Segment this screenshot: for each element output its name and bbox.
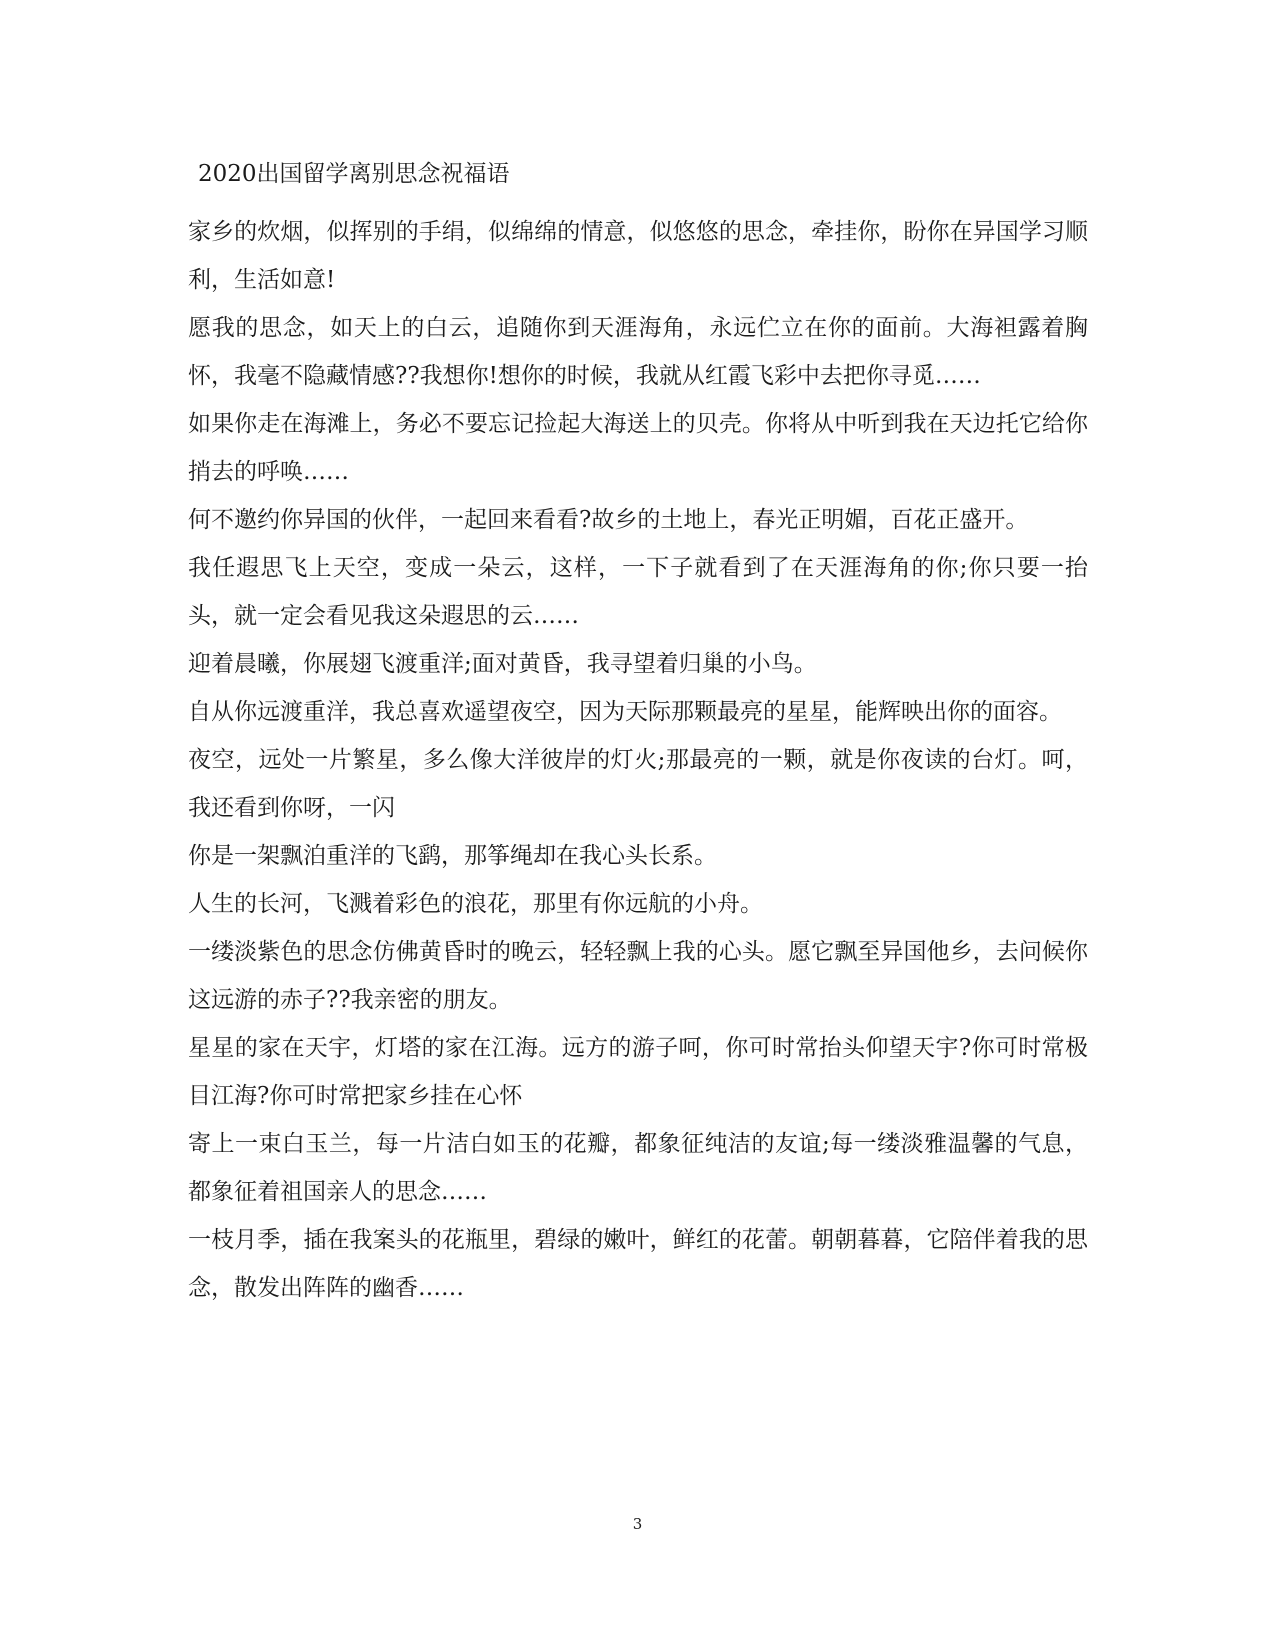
paragraph: 何不邀约你异国的伙伴，一起回来看看?故乡的土地上，春光正明媚，百花正盛开。 (188, 507, 1029, 533)
paragraph: 一缕淡紫色的思念仿佛黄昏时的晚云，轻轻飘上我的心头。愿它飘至异国他乡，去问候你这远游的赤子??我亲密的朋友。 (188, 939, 1088, 1013)
paragraph: 迎着晨曦，你展翅飞渡重洋;面对黄昏，我寻望着归巢的小鸟。 (188, 651, 817, 677)
document-title: 2020出国留学离别思念祝福语 (198, 161, 510, 187)
page-number: 3 (632, 1515, 643, 1533)
paragraph: 我任遐思飞上天空，变成一朵云，这样，一下子就看到了在天涯海角的你;你只要一抬头，就一定会看见我这朵遐思的云…… (188, 555, 1088, 629)
paragraph: 自从你远渡重洋，我总喜欢遥望夜空，因为天际那颗最亮的星星，能辉映出你的面容。 (188, 699, 1062, 725)
document-body (188, 160, 1088, 1312)
paragraph: 你是一架飘泊重洋的飞鹞，那筝绳却在我心头长系。 (188, 843, 717, 869)
paragraph: 人生的长河，飞溅着彩色的浪花，那里有你远航的小舟。 (188, 891, 763, 917)
paragraph: 愿我的思念，如天上的白云，追随你到天涯海角，永远伫立在你的面前。大海袒露着胸怀，我毫不隐藏情感??我想你!想你的时候，我就从红霞飞彩中去把你寻觅…… (188, 315, 1088, 389)
paragraph: 家乡的炊烟，似挥别的手绢，似绵绵的情意，似悠悠的思念，牵挂你，盼你在异国学习顺利，生活如意! (188, 219, 1088, 293)
paragraph: 夜空，远处一片繁星，多么像大洋彼岸的灯火;那最亮的一颗，就是你夜读的台灯。呵，我还看到你呀，一闪 (188, 747, 1088, 821)
paragraph: 寄上一束白玉兰，每一片洁白如玉的花瓣，都象征纯洁的友谊;每一缕淡雅温馨的气息，都象征着祖国亲人的思念…… (188, 1131, 1088, 1205)
paragraph: 一枝月季，插在我案头的花瓶里，碧绿的嫩叶，鲜红的花蕾。朝朝暮暮，它陪伴着我的思念，散发出阵阵的幽香…… (188, 1227, 1088, 1301)
paragraph: 星星的家在天宇，灯塔的家在江海。远方的游子呵，你可时常抬头仰望天宇?你可时常极目江海?你可时常把家乡挂在心怀 (188, 1035, 1088, 1109)
paragraph: 如果你走在海滩上，务必不要忘记捡起大海送上的贝壳。你将从中听到我在天边托它给你捎去的呼唤…… (188, 411, 1088, 485)
